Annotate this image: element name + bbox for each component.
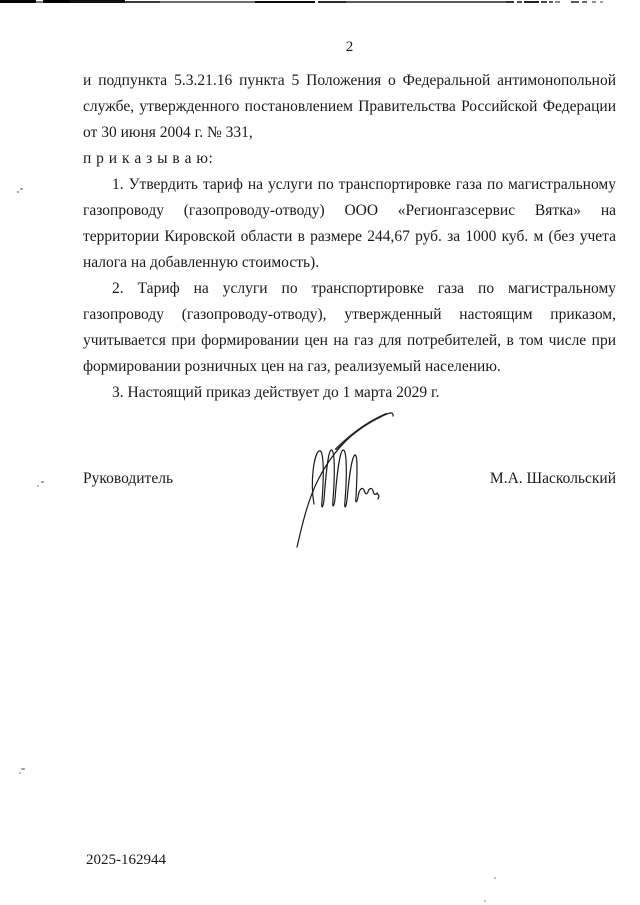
order-item-2: 2. Тариф на услуги по транспортировке газа по магистральному газопроводу (газопроводу-отводу), утвержденный настоящим приказом, учитывается при формировании цен на газ для потребителей, в том числе при формировании розничных цен на газ, реализуемый населению. xyxy=(83,280,616,375)
scan-speck xyxy=(41,481,44,483)
scan-artifact-segment xyxy=(255,1,315,3)
scan-speck xyxy=(21,768,25,770)
signer-title: Руководитель xyxy=(83,470,174,487)
scan-artifact-segment xyxy=(346,1,506,3)
scan-artifact-segment xyxy=(571,1,579,3)
handwritten-signature xyxy=(278,402,402,554)
decree-word: п р и к а з ы в а ю: xyxy=(83,150,214,167)
document-body xyxy=(83,68,616,406)
scan-artifact-segment xyxy=(318,1,346,3)
scan-artifact-segment xyxy=(541,1,547,3)
scan-artifact-segment xyxy=(506,1,514,3)
scan-artifact-segment xyxy=(524,1,539,3)
scan-speck xyxy=(37,485,39,487)
scan-speck xyxy=(19,772,21,774)
scan-artifact-segment xyxy=(0,0,36,3)
scan-artifact-segment xyxy=(43,0,70,3)
scan-speck xyxy=(20,188,23,190)
scan-artifact-segment xyxy=(592,1,596,3)
scan-speck xyxy=(484,900,486,902)
scan-artifact-segment xyxy=(517,1,522,3)
page-number: 2 xyxy=(345,39,354,55)
signer-name: М.А. Шаскольский xyxy=(489,470,616,487)
scan-artifact-segment xyxy=(70,0,125,3)
scan-artifact-segment xyxy=(549,1,553,3)
scan-artifact-segment xyxy=(160,1,255,3)
scan-artifact-segment xyxy=(555,1,560,3)
order-item-3: 3. Настоящий приказ действует до 1 марта 2029 г. xyxy=(112,384,440,401)
scan-artifact-segment xyxy=(582,1,587,3)
scan-speck xyxy=(494,877,496,879)
intro-paragraph: и подпункта 5.3.21.16 пункта 5 Положения о Федеральной антимонопольной службе, утвержденного постановлением Правительства Российской Федерации от 30 июня 2004 г. № 331, xyxy=(83,72,616,141)
scan-speck xyxy=(17,191,19,193)
scan-artifact-segment xyxy=(600,1,603,3)
order-item-1: 1. Утвердить тариф на услуги по транспортировке газа по магистральному газопроводу (газопроводу-отводу) ООО «Регионгазсервис Вятка» на территории Кировской области в размере 244,67 руб. за 1000 куб. м (без учета налога на добавленную стоимость). xyxy=(83,176,616,271)
scan-artifact-segment xyxy=(36,1,43,3)
scan-artifact-segment xyxy=(125,1,160,3)
document-code: 2025-162944 xyxy=(86,852,166,868)
